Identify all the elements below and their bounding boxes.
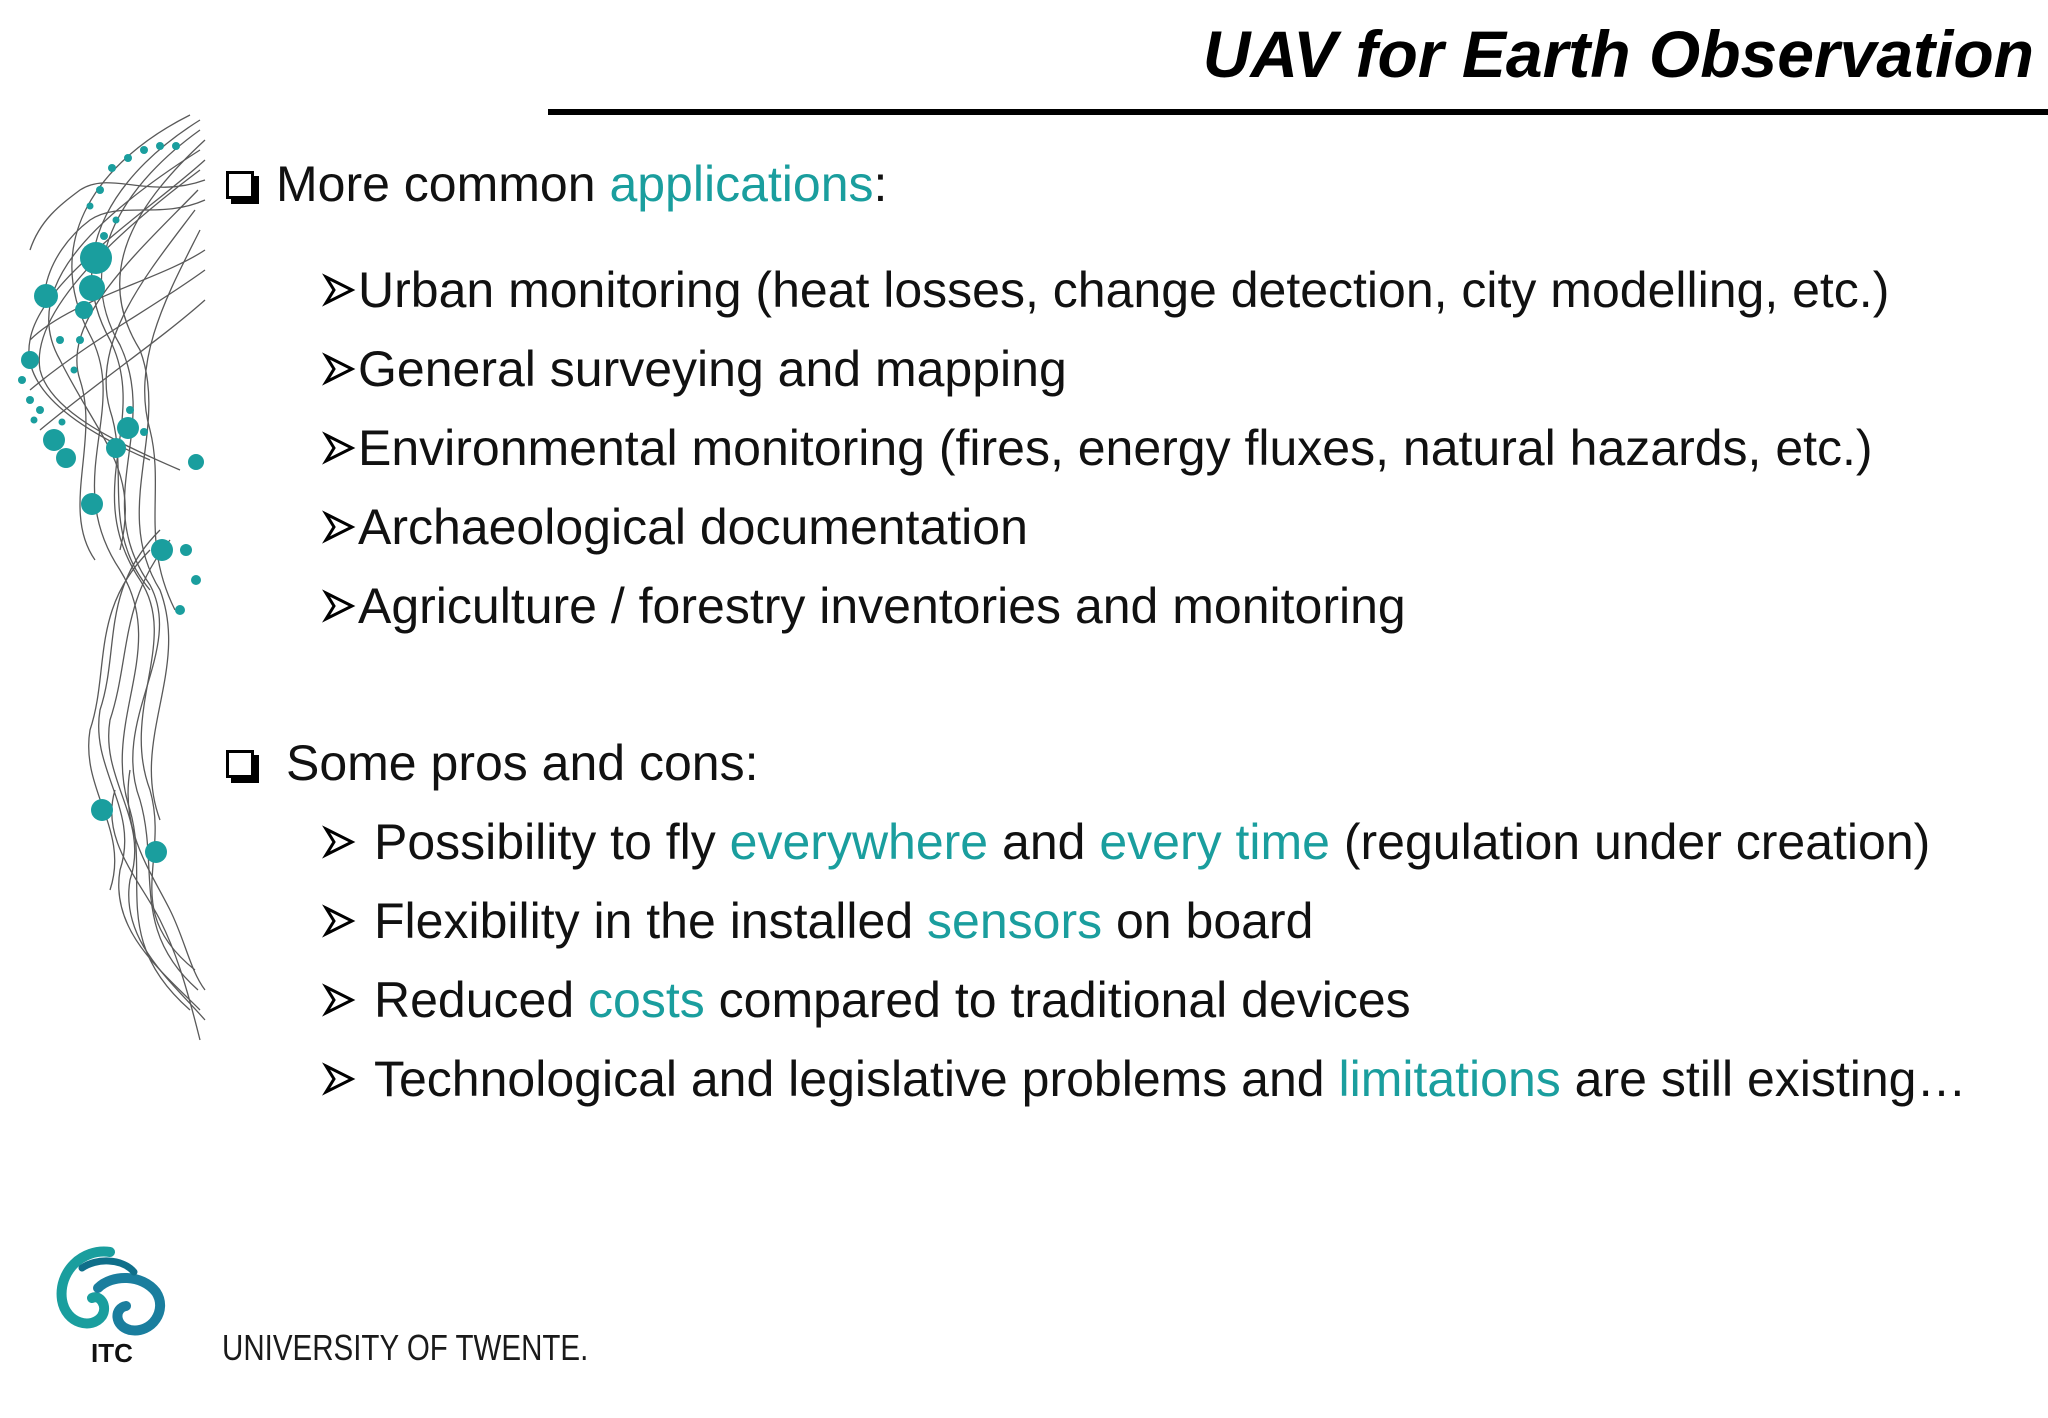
highlight-text: limitations — [1338, 1051, 1561, 1107]
list-item-text: are still existing… — [1560, 1051, 1967, 1107]
section-applications-suffix: : — [873, 156, 888, 212]
list-item — [322, 1049, 1966, 1109]
arrow-bullet-icon — [322, 825, 356, 859]
arrow-bullet-icon — [322, 904, 356, 938]
slide-title: UAV for Earth Observation — [1202, 17, 2034, 91]
list-item-text: Environmental monitoring (fires, energy fluxes, natural hazards, etc.) — [358, 420, 1873, 476]
list-item — [322, 497, 1028, 557]
list-item-text: Flexibility in the installed — [374, 893, 928, 949]
list-item-text: Reduced — [374, 972, 589, 1028]
list-item-text: compared to traditional devices — [704, 972, 1411, 1028]
list-item-text: (regulation under creation) — [1329, 814, 1931, 870]
list-item-text: Urban monitoring (heat losses, change detection, city modelling, etc.) — [358, 262, 1890, 318]
section-applications-prefix: More common — [276, 156, 610, 212]
section-pros-cons-title: Some pros and cons: — [286, 735, 759, 791]
list-item — [322, 418, 1873, 478]
highlight-text: everywhere — [729, 814, 989, 870]
section-applications-heading — [226, 154, 887, 214]
highlight-text: costs — [588, 972, 705, 1028]
itc-logo-text: ITC — [91, 1338, 133, 1368]
list-item — [322, 970, 1411, 1030]
checkbox-bullet-icon — [226, 171, 254, 199]
list-item-text: Agriculture / forestry inventories and monitoring — [358, 578, 1406, 634]
list-item — [322, 576, 1406, 636]
university-name: UNIVERSITY OF TWENTE. — [222, 1327, 589, 1368]
list-item-text: Archaeological documentation — [358, 499, 1028, 555]
arrow-bullet-icon — [322, 1062, 356, 1096]
highlight-text: sensors — [927, 893, 1103, 949]
arrow-bullet-icon — [322, 273, 356, 307]
arrow-bullet-icon — [322, 983, 356, 1017]
highlight-text: every time — [1099, 814, 1330, 870]
list-item — [322, 339, 1067, 399]
list-item — [322, 260, 1889, 320]
list-item-text: Possibility to fly — [374, 814, 730, 870]
list-item-text: General surveying and mapping — [358, 341, 1067, 397]
itc-logo-icon — [52, 1238, 172, 1368]
arrow-bullet-icon — [322, 510, 356, 544]
list-item-text: Technological and legislative problems and — [374, 1051, 1339, 1107]
list-item-text: and — [988, 814, 1100, 870]
arrow-bullet-icon — [322, 352, 356, 386]
section-pros-cons-heading — [226, 733, 759, 793]
section-applications-highlight: applications — [609, 156, 874, 212]
list-item — [322, 812, 1930, 872]
decorative-strands-graphic — [0, 110, 210, 1090]
checkbox-bullet-icon — [226, 750, 254, 778]
list-item — [322, 891, 1313, 951]
title-divider — [548, 109, 2048, 115]
arrow-bullet-icon — [322, 589, 356, 623]
arrow-bullet-icon — [322, 431, 356, 465]
list-item-text: on board — [1102, 893, 1314, 949]
